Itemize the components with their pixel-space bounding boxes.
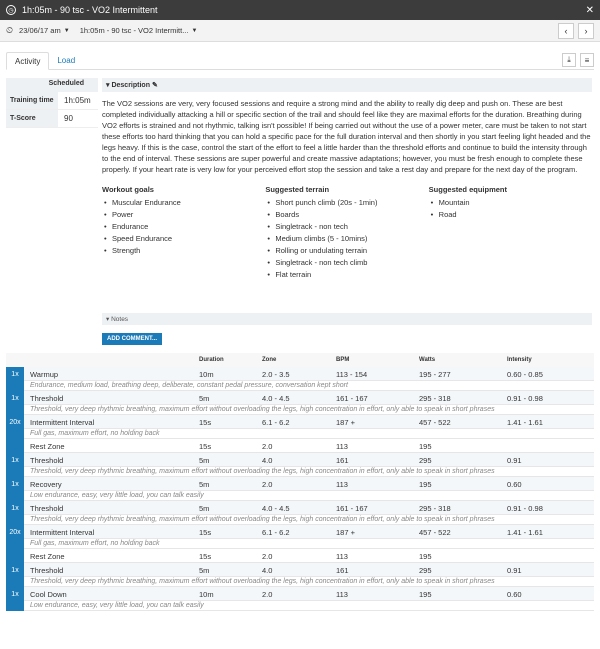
cell-zone: 2.0 bbox=[262, 552, 273, 561]
step-block bbox=[6, 391, 594, 415]
prev-button[interactable]: ‹ bbox=[558, 23, 574, 39]
list-item: • Muscular Endurance bbox=[102, 197, 265, 209]
cell-bpm: 161 bbox=[336, 456, 349, 465]
step-block bbox=[6, 477, 594, 501]
cell-zone: 2.0 - 3.5 bbox=[262, 370, 290, 379]
chevron-down-icon: ▼ bbox=[191, 27, 198, 34]
cell-name: Intermittent Interval bbox=[30, 418, 95, 427]
add-comment-button[interactable]: ADD COMMENT... bbox=[102, 333, 162, 345]
repeat-badge: 1x bbox=[6, 391, 24, 415]
cell-intensity: 0.60 bbox=[507, 480, 522, 489]
title-bar bbox=[0, 0, 600, 20]
table-row[interactable] bbox=[24, 563, 594, 577]
scheduled-header: Scheduled bbox=[6, 78, 98, 92]
step-note: Low endurance, easy, very little load, you can talk easily bbox=[24, 491, 594, 501]
table-row[interactable] bbox=[24, 549, 594, 563]
cell-intensity: 0.91 bbox=[507, 456, 522, 465]
cell-name: Warmup bbox=[30, 370, 59, 379]
cell-name: Rest Zone bbox=[30, 552, 65, 561]
list-item: • Road bbox=[429, 209, 592, 221]
training-time-row: Training time 1h:05m bbox=[6, 92, 98, 110]
step-block bbox=[6, 587, 594, 611]
cell-duration: 5m bbox=[199, 480, 210, 489]
cell-duration: 5m bbox=[199, 456, 210, 465]
cell-watts: 457 - 522 bbox=[419, 418, 451, 427]
cell-duration: 10m bbox=[199, 590, 214, 599]
step-block bbox=[6, 415, 594, 453]
repeat-badge: 1x bbox=[6, 453, 24, 477]
notes-header[interactable]: ▾ Notes bbox=[102, 313, 592, 325]
cell-bpm: 161 - 167 bbox=[336, 394, 368, 403]
cell-watts: 195 bbox=[419, 480, 432, 489]
download-icon[interactable]: ⤓ bbox=[562, 53, 576, 67]
list-item: • Rolling or undulating terrain bbox=[265, 245, 428, 257]
repeat-badge: 1x bbox=[6, 477, 24, 501]
description-panel bbox=[102, 78, 592, 281]
suggested-equipment: Suggested equipment • Mountain • Road bbox=[429, 185, 592, 281]
cell-zone: 4.0 - 4.5 bbox=[262, 394, 290, 403]
workout-steps-table bbox=[6, 353, 594, 611]
cell-bpm: 113 - 154 bbox=[336, 370, 368, 379]
cell-zone: 2.0 bbox=[262, 480, 273, 489]
list-item: • Singletrack - non tech bbox=[265, 221, 428, 233]
cell-zone: 4.0 - 4.5 bbox=[262, 504, 290, 513]
cell-bpm: 161 - 167 bbox=[336, 504, 368, 513]
cell-watts: 457 - 522 bbox=[419, 528, 451, 537]
edit-icon[interactable]: ✎ bbox=[151, 82, 158, 89]
cell-intensity: 0.60 bbox=[507, 590, 522, 599]
cell-intensity: 0.60 - 0.85 bbox=[507, 370, 543, 379]
workout-selector[interactable]: 1h:05m - 90 tsc - VO2 Intermitt... ▼ bbox=[79, 26, 198, 35]
cell-bpm: 113 bbox=[336, 590, 348, 599]
cell-name: Intermittent Interval bbox=[30, 528, 95, 537]
cell-name: Threshold bbox=[30, 504, 64, 513]
list-item: • Medium climbs (5 - 10mins) bbox=[265, 233, 428, 245]
table-row[interactable] bbox=[24, 501, 594, 515]
cell-duration: 15s bbox=[199, 552, 212, 561]
step-block bbox=[6, 525, 594, 563]
step-block bbox=[6, 501, 594, 525]
cell-watts: 295 - 318 bbox=[419, 394, 451, 403]
cell-watts: 195 - 277 bbox=[419, 370, 451, 379]
table-row[interactable] bbox=[24, 415, 594, 429]
table-row[interactable] bbox=[24, 439, 594, 453]
cell-zone: 2.0 bbox=[262, 590, 273, 599]
cell-zone: 6.1 - 6.2 bbox=[262, 528, 290, 537]
tscore-row: T-Score 90 bbox=[6, 110, 98, 128]
repeat-badge: 1x bbox=[6, 501, 24, 525]
cell-bpm: 187 + bbox=[336, 528, 355, 537]
cell-intensity: 0.91 - 0.98 bbox=[507, 394, 543, 403]
step-note: Threshold, very deep rhythmic breathing, maximum effort without overloading the legs, high concentration in effort, only able to speak in short phrases bbox=[24, 467, 594, 477]
repeat-badge: 20x bbox=[6, 525, 24, 563]
description-header[interactable]: ▾ Description ✎ bbox=[102, 78, 592, 92]
list-item: • Short punch climb (20s - 1min) bbox=[265, 197, 428, 209]
menu-icon[interactable]: ≡ bbox=[580, 53, 594, 67]
toolbar bbox=[0, 20, 600, 42]
list-item: • Boards bbox=[265, 209, 428, 221]
list-item: • Strength bbox=[102, 245, 265, 257]
cell-duration: 15s bbox=[199, 442, 212, 451]
chevron-down-icon: ▼ bbox=[63, 27, 70, 34]
step-block bbox=[6, 367, 594, 391]
list-item: • Singletrack - non tech climb bbox=[265, 257, 428, 269]
cell-bpm: 113 bbox=[336, 480, 348, 489]
cell-intensity: 1.41 - 1.61 bbox=[507, 418, 543, 427]
close-icon[interactable]: ✕ bbox=[585, 4, 594, 16]
suggested-terrain: Suggested terrain • Short punch climb (20s - 1min) • Boards • Singletrack - non tech • Medium climbs (5 - 10mins) • Rolling or undulating terrain • Singletrack - non tech climb • Flat terrain bbox=[265, 185, 428, 281]
step-note: Threshold, very deep rhythmic breathing, maximum effort without overloading the legs, high concentration in effort, only able to speak in short phrases bbox=[24, 577, 594, 587]
step-note: Full gas, maximum effort, no holding back bbox=[24, 429, 594, 439]
tab-activity[interactable]: Activity bbox=[6, 52, 49, 70]
step-note: Full gas, maximum effort, no holding back bbox=[24, 539, 594, 549]
cell-name: Threshold bbox=[30, 394, 64, 403]
list-item: • Speed Endurance bbox=[102, 233, 265, 245]
tab-bar bbox=[6, 52, 594, 70]
cell-watts: 195 bbox=[419, 442, 432, 451]
tab-load[interactable]: Load bbox=[57, 56, 76, 65]
repeat-badge: 1x bbox=[6, 587, 24, 611]
scheduled-panel bbox=[6, 78, 98, 128]
table-row[interactable] bbox=[24, 477, 594, 491]
cell-duration: 10m bbox=[199, 370, 214, 379]
description-text: The VO2 sessions are very, very focused sessions and require a strong mind and the ability to really dig deep and push on. These are best completed individually attacking a hill or specific section of the trail and should feel like they are maximal efforts for the duration. Breathing during VO2 efforts is strained and not rhythmic, talking isn't possible! If being carried out without the use of a power meter, care must be taken to not start these efforts too hard thinking that you can hold a specific pace for the full duration interval and then shortly in you start feeling light headed and the legs heavy. If this is the case, control the start of the effort to feel a little harder than the threshold efforts and continue to build the intensity through to the end of interval. These sessions are super powerful and create massive adaptations; however, you must be fresh enough to complete these properly. If your heart rate is very low for your perceived effort stop the session and take a rest day and prepare for the next day of the program. bbox=[102, 99, 591, 174]
cell-duration: 5m bbox=[199, 566, 210, 575]
list-item: • Flat terrain bbox=[265, 269, 428, 281]
app-icon: ◷ bbox=[6, 5, 16, 15]
step-note: Low endurance, easy, very little load, you can talk easily bbox=[24, 601, 594, 611]
cell-name: Cool Down bbox=[30, 590, 67, 599]
table-row[interactable] bbox=[24, 525, 594, 539]
cell-name: Recovery bbox=[30, 480, 62, 489]
cell-zone: 4.0 bbox=[262, 456, 273, 465]
cell-name: Threshold bbox=[30, 566, 64, 575]
next-button[interactable]: › bbox=[578, 23, 594, 39]
cell-zone: 4.0 bbox=[262, 566, 273, 575]
cell-watts: 295 - 318 bbox=[419, 504, 451, 513]
cell-duration: 5m bbox=[199, 394, 210, 403]
step-block bbox=[6, 563, 594, 587]
repeat-badge: 20x bbox=[6, 415, 24, 453]
cell-bpm: 113 bbox=[336, 442, 348, 451]
table-header: Duration Zone BPM Watts Intensity bbox=[6, 353, 594, 367]
workout-goals: Workout goals • Muscular Endurance • Power • Endurance • Speed Endurance • Strength bbox=[102, 185, 265, 281]
cell-name: Rest Zone bbox=[30, 442, 65, 451]
repeat-badge: 1x bbox=[6, 367, 24, 391]
cell-zone: 6.1 - 6.2 bbox=[262, 418, 290, 427]
window-title: 1h:05m - 90 tsc - VO2 Intermittent bbox=[22, 5, 158, 15]
step-note: Endurance, medium load, breathing deep, deliberate, constant pedal pressure, conversation kept short bbox=[24, 381, 594, 391]
table-row[interactable] bbox=[24, 453, 594, 467]
table-row[interactable] bbox=[24, 391, 594, 405]
list-item: • Endurance bbox=[102, 221, 265, 233]
step-note: Threshold, very deep rhythmic breathing, maximum effort without overloading the legs, high concentration in effort, only able to speak in short phrases bbox=[24, 515, 594, 525]
cell-intensity: 0.91 - 0.98 bbox=[507, 504, 543, 513]
cell-intensity: 1.41 - 1.61 bbox=[507, 528, 543, 537]
cell-watts: 295 bbox=[419, 456, 432, 465]
table-row[interactable] bbox=[24, 367, 594, 381]
cell-duration: 15s bbox=[199, 528, 212, 537]
step-note: Threshold, very deep rhythmic breathing, maximum effort without overloading the legs, high concentration in effort, only able to speak in short phrases bbox=[24, 405, 594, 415]
cell-duration: 15s bbox=[199, 418, 212, 427]
cell-watts: 195 bbox=[419, 590, 432, 599]
cell-bpm: 113 bbox=[336, 552, 348, 561]
clock-icon: ⏲ bbox=[6, 25, 14, 35]
cell-bpm: 187 + bbox=[336, 418, 355, 427]
cell-zone: 2.0 bbox=[262, 442, 273, 451]
cell-bpm: 161 bbox=[336, 566, 349, 575]
step-block bbox=[6, 453, 594, 477]
repeat-badge: 1x bbox=[6, 563, 24, 587]
table-row[interactable] bbox=[24, 587, 594, 601]
cell-watts: 195 bbox=[419, 552, 432, 561]
cell-name: Threshold bbox=[30, 456, 64, 465]
list-item: • Power bbox=[102, 209, 265, 221]
date-selector[interactable]: 23/06/17 am ▼ bbox=[19, 26, 70, 35]
cell-duration: 5m bbox=[199, 504, 210, 513]
list-item: • Mountain bbox=[429, 197, 592, 209]
cell-intensity: 0.91 bbox=[507, 566, 522, 575]
cell-watts: 295 bbox=[419, 566, 432, 575]
